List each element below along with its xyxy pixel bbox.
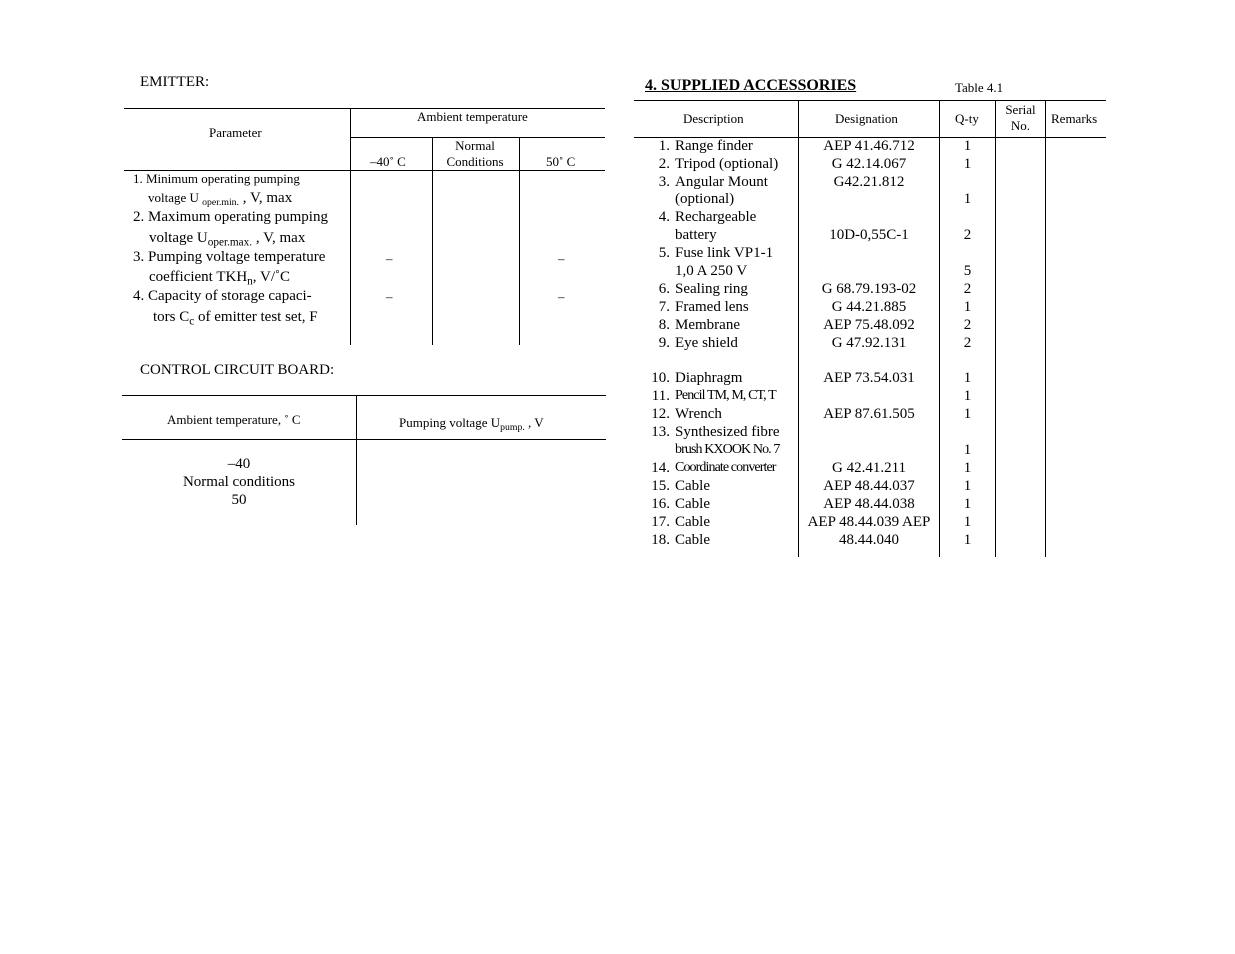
row-qty: 1 [963, 460, 972, 476]
header-parameter: Parameter [209, 125, 262, 140]
row-description: (optional) [675, 191, 735, 207]
row-qty: 1 [963, 156, 972, 172]
row-description: Pencil TM, M, CT, T [675, 388, 776, 403]
row-description: Membrane [675, 317, 740, 333]
table-label: Table 4.1 [955, 80, 1004, 95]
row-designation: G 68.79.193-02 [821, 281, 917, 297]
header-serial-no: No. [1010, 118, 1031, 133]
row-qty: 1 [963, 514, 972, 530]
row-description: Tripod (optional) [675, 156, 779, 172]
control-value: –40 [227, 456, 251, 472]
row-qty: 1 [963, 496, 972, 512]
row-number: 18. [651, 532, 670, 548]
param-3-dash-50: – [558, 251, 565, 266]
row-designation: AEP 48.44.037 [823, 478, 915, 494]
row-designation: AEP 48.44.038 [823, 496, 915, 512]
row-number: 5. [658, 245, 670, 261]
row-designation: AEP 48.44.039 AEP [807, 514, 931, 530]
row-description: Fuse link VP1-1 [675, 245, 774, 261]
header-pumping-voltage: Pumping voltage $U_{pump.}$ , V [399, 415, 544, 433]
row-number: 16. [651, 496, 670, 512]
row-qty: 2 [963, 281, 972, 297]
control-value: 50 [231, 492, 247, 508]
param-4-line2: tors $C_c$ of emitter test set, F [153, 309, 318, 328]
row-qty: 2 [963, 317, 972, 333]
header-normal: Normal [455, 138, 495, 153]
row-designation: G 42.14.067 [831, 156, 907, 172]
row-qty: 1 [963, 299, 972, 315]
row-number: 17. [651, 514, 670, 530]
header-designation: Designation [835, 111, 898, 126]
row-designation: 48.44.040 [839, 532, 899, 548]
row-designation: G 44.21.885 [831, 299, 907, 315]
row-designation: AEP 87.61.505 [823, 406, 915, 422]
row-designation: AEP 75.48.092 [823, 317, 915, 333]
row-description: Sealing ring [675, 281, 748, 297]
row-description: Range finder [675, 138, 753, 154]
header-description: Description [683, 111, 744, 126]
row-number: 9. [658, 335, 670, 351]
row-designation: G 42.41.211 [831, 460, 907, 476]
control-heading: CONTROL CIRCUIT BOARD: [140, 362, 335, 378]
row-number: 11. [651, 388, 670, 404]
row-qty: 1 [963, 406, 972, 422]
row-number: 15. [651, 478, 670, 494]
row-description: battery [675, 227, 717, 243]
header-serial: Serial [1005, 102, 1036, 117]
row-description: Cable [675, 478, 710, 494]
row-qty: 1 [963, 191, 972, 207]
header-minus40: –40˚ C [370, 154, 406, 169]
param-2-line2: voltage $U_{oper.max.}$ , V, max [149, 230, 306, 249]
param-2-line1: 2. Maximum operating pumping [133, 209, 328, 225]
param-4-line1: 4. Capacity of storage capaci- [133, 288, 312, 304]
header-ambient-temperature: Ambient temperature [417, 109, 528, 124]
row-number: 6. [658, 281, 670, 297]
param-4-dash-50: – [558, 289, 565, 304]
row-designation: G42.21.812 [833, 174, 905, 190]
row-number: 2. [658, 156, 670, 172]
row-qty: 1 [963, 532, 972, 548]
row-description: Cable [675, 532, 710, 548]
row-designation: 10D-0,55C-1 [829, 227, 909, 243]
row-number: 14. [651, 460, 670, 476]
row-description: Rechargeable [675, 209, 757, 225]
row-qty: 1 [963, 442, 972, 458]
header-ambient-temperature-c: Ambient temperature, ˚ C [167, 412, 301, 427]
control-value: Normal conditions [182, 474, 296, 490]
row-qty: 1 [963, 138, 972, 154]
header-conditions: Conditions [446, 154, 504, 169]
row-qty: 1 [963, 370, 972, 386]
row-description: Synthesized fibre [675, 424, 780, 440]
row-number: 4. [658, 209, 670, 225]
header-50: 50˚ C [546, 154, 576, 169]
row-number: 7. [658, 299, 670, 315]
row-number: 12. [651, 406, 670, 422]
header-qty: Q-ty [955, 111, 979, 126]
row-description: Angular Mount [675, 174, 768, 190]
row-qty: 2 [963, 335, 972, 351]
row-designation: AEP 73.54.031 [823, 370, 915, 386]
row-designation: G 47.92.131 [831, 335, 907, 351]
row-description: 1,0 A 250 V [675, 263, 748, 279]
header-remarks: Remarks [1051, 111, 1098, 126]
row-description: brush KXOOK No. 7 [675, 442, 780, 457]
row-number: 1. [658, 138, 670, 154]
row-designation: AEP 41.46.712 [823, 138, 915, 154]
row-description: Cable [675, 496, 710, 512]
row-number: 8. [658, 317, 670, 333]
row-qty: 2 [963, 227, 972, 243]
row-description: Eye shield [675, 335, 738, 351]
row-number: 3. [658, 174, 670, 190]
param-4-dash-minus40: – [386, 289, 393, 304]
param-1-line2: voltage U $_{oper.min.}$ , V, max [148, 190, 293, 208]
row-description: Framed lens [675, 299, 749, 315]
param-3-line2: coefficient $TKH_n$, V/˚C [149, 269, 291, 288]
row-description: Cable [675, 514, 710, 530]
param-1-line1: 1. Minimum operating pumping [133, 171, 300, 186]
row-description: Diaphragm [675, 370, 743, 386]
param-3-line1: 3. Pumping voltage temperature [133, 249, 326, 265]
row-description: Wrench [675, 406, 722, 422]
accessories-title: 4. SUPPLIED ACCESSORIES [645, 77, 857, 94]
row-number: 13. [651, 424, 670, 440]
row-qty: 5 [963, 263, 972, 279]
row-number: 10. [651, 370, 670, 386]
row-qty: 1 [963, 388, 972, 404]
row-qty: 1 [963, 478, 972, 494]
param-3-dash-minus40: – [386, 251, 393, 266]
row-description: Coordinate converter [675, 460, 776, 475]
emitter-heading: EMITTER: [140, 74, 210, 90]
